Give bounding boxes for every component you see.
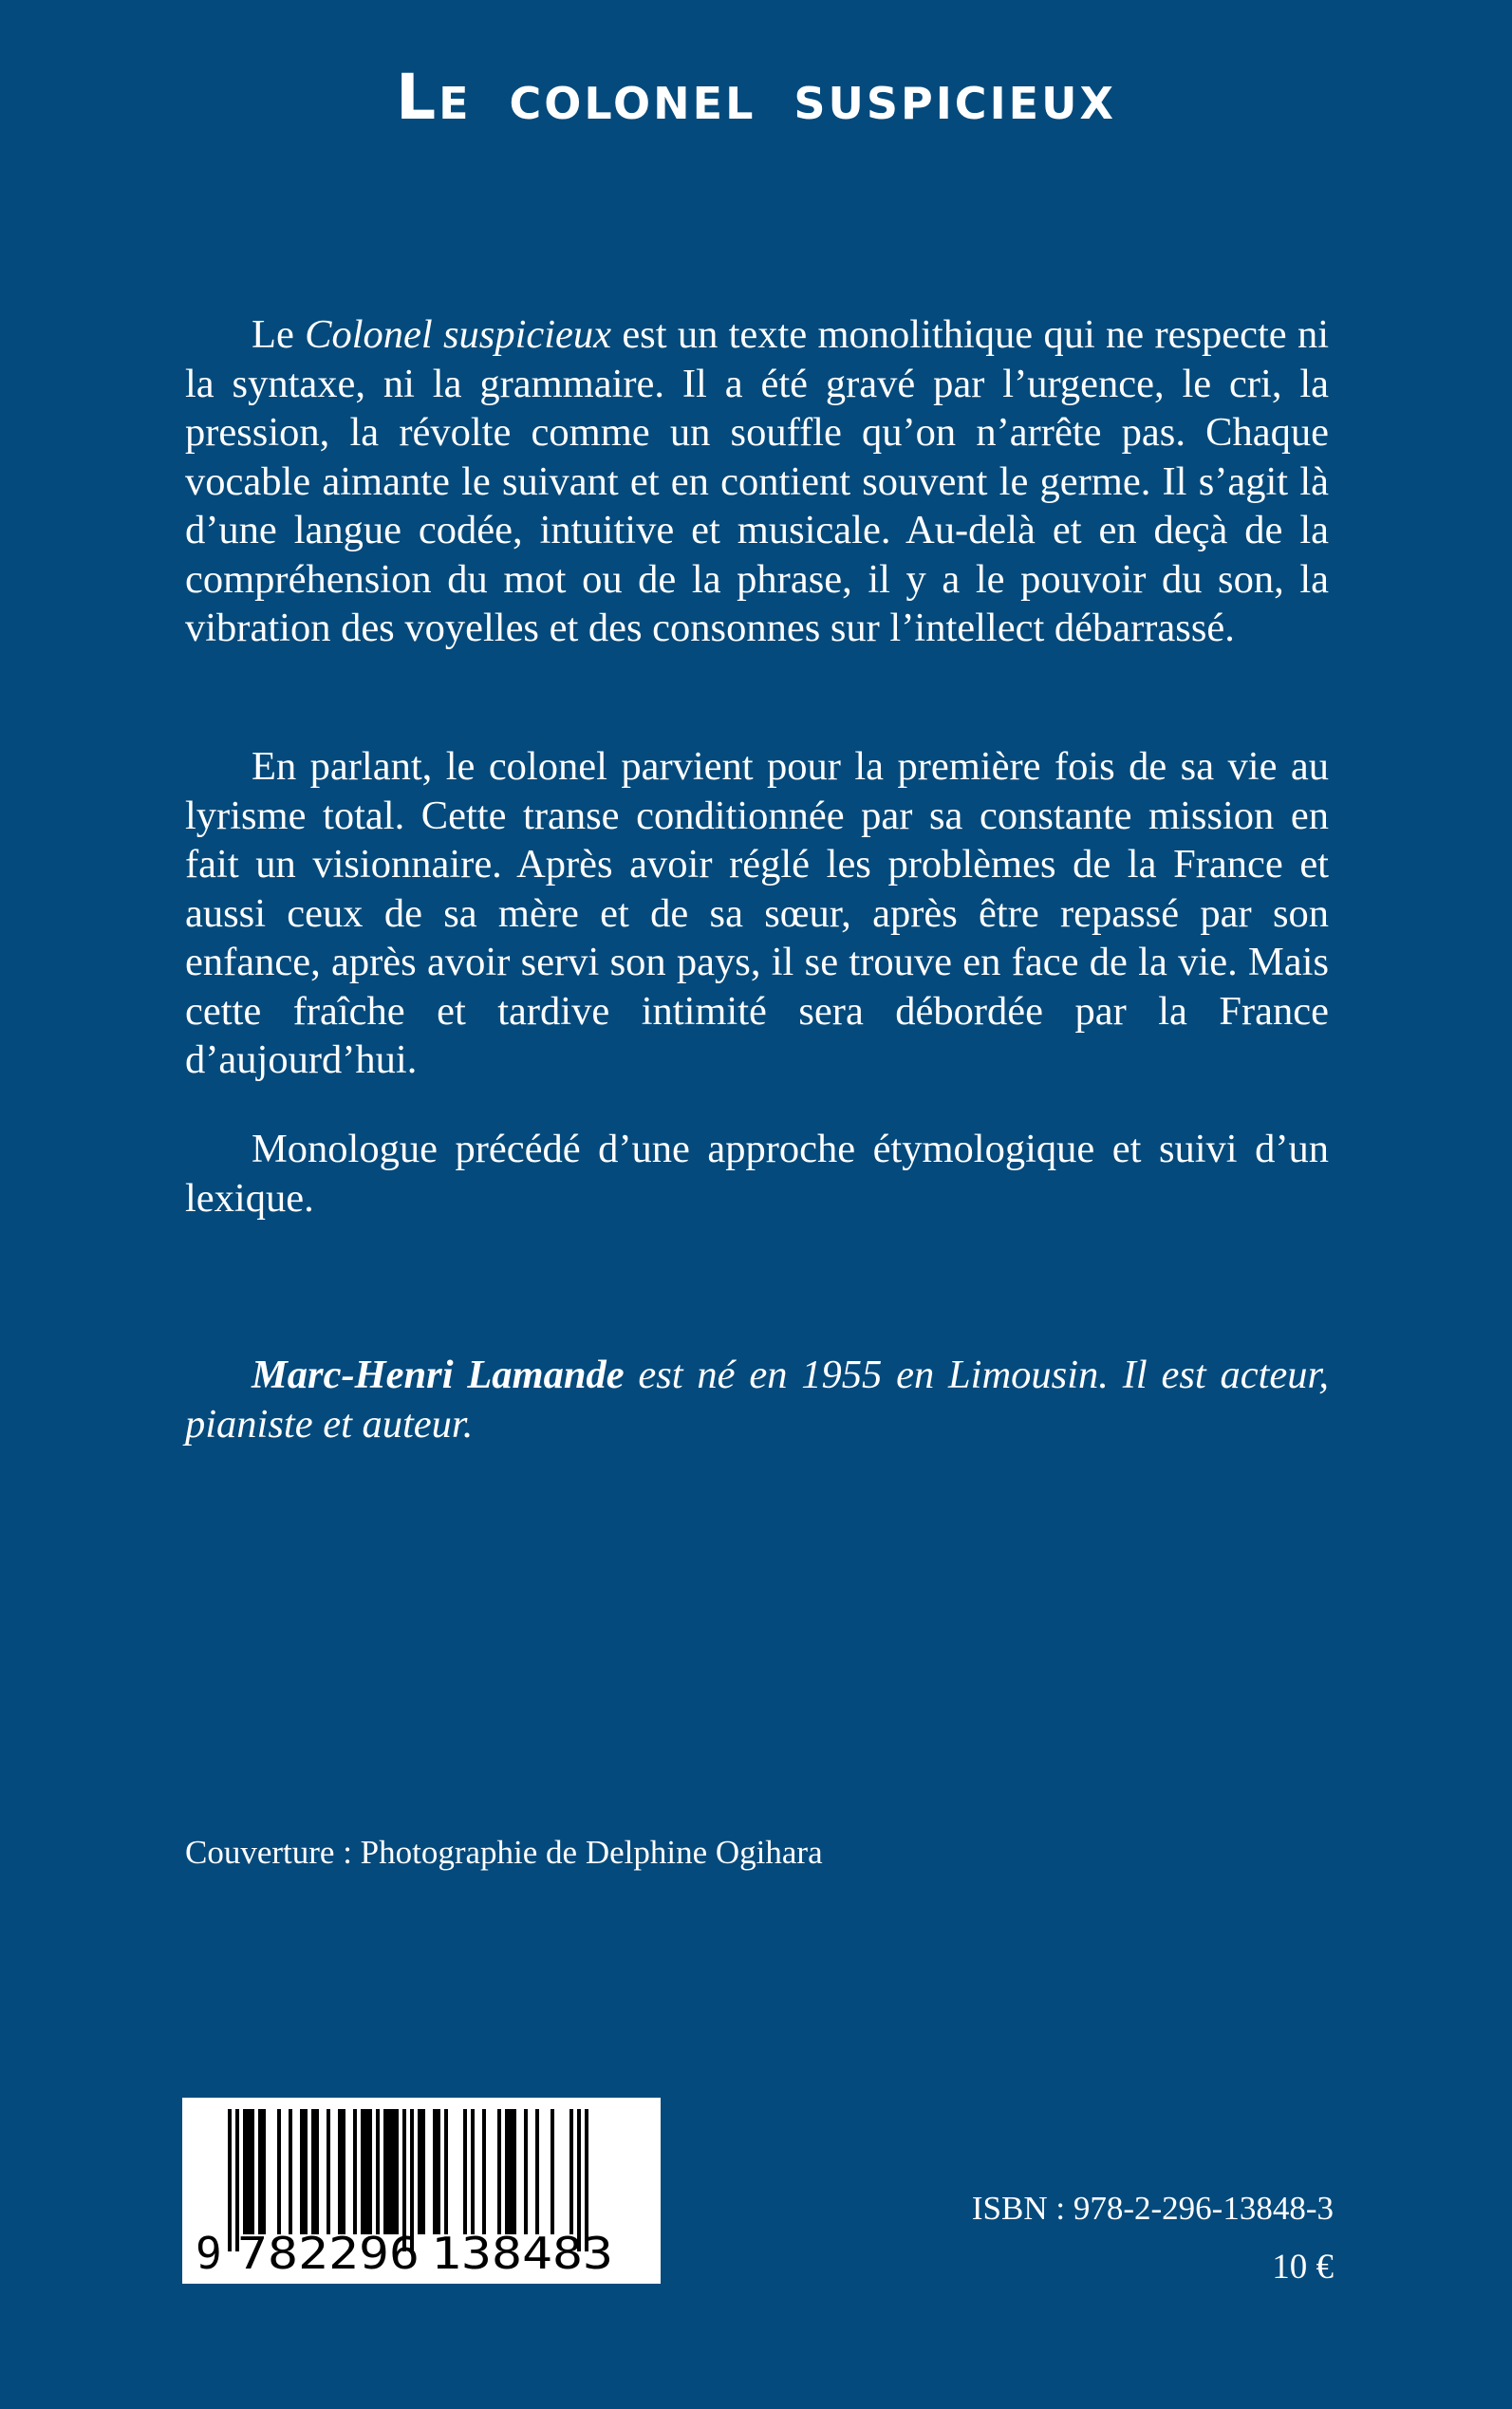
barcode-bar [395,2109,399,2234]
barcode-bar [247,2109,251,2234]
blurb-paragraph-1 [185,310,1329,653]
barcode-bar [524,2109,528,2234]
isbn: ISBN : 978-2-296-13848-3 [971,2190,1334,2227]
barcode-bar [311,2109,315,2234]
author-bio [185,1351,1329,1448]
blurb-paragraph-1-lead: Le [252,312,306,357]
barcode-bar [228,2109,232,2251]
barcode-bar [338,2109,342,2234]
barcode-bar [258,2109,262,2234]
barcode-bar [383,2109,387,2234]
barcode-bar [535,2109,539,2234]
barcode-bar [304,2109,308,2234]
barcode-bar [482,2109,486,2234]
barcode-bar [433,2109,437,2234]
barcode-bar [342,2109,345,2234]
barcode-bar [277,2109,281,2234]
blurb-paragraph-1-text: est un texte monolithique qui ne respecte ni la syntaxe, ni la grammaire. Il a été gravé par l’urgence, le cri, la pression, la révolte comme un souffle qu’on n’arrête pas. Chaque vocable aimante le suivant et en contient souvent le germe. Il s’agit là d’une langue codée, intuitive et musicale. Au-delà et en deçà de la compréhension du mot ou de la phrase, il y a le pouvoir du son, la vibration des voyelles et des consonnes sur l’intellect débarrassé. [185,312,1329,650]
barcode-bar [497,2109,501,2234]
blurb-paragraph-3 [185,1125,1329,1223]
barcode-bar [569,2109,573,2234]
barcode-first-digit: 9 [196,2228,222,2279]
barcode-bar [387,2109,391,2234]
barcode-bar [251,2109,254,2234]
blurb-paragraph-2-text: En parlant, le colonel parvient pour la première fois de sa vie au lyrisme total. Cette transe conditionnée par sa constante mission en fait un visionnaire. Après avoir réglé les problèmes de la France et aussi ceux de sa mère et de sa sœur, après être repassé par son enfance, après avoir servi son pays, il se trouve en face de la vie. Mais cette fraîche et tardive intimité sera débordée par la France d’aujourd’hui. [185,744,1329,1082]
barcode-bar [513,2109,516,2234]
barcode-bar [471,2109,475,2234]
cover-credit: Couverture : Photographie de Delphine Ogihara [185,1834,823,1871]
barcode-bar [327,2109,330,2234]
barcode-bar [361,2109,364,2234]
barcode-bar [463,2109,467,2234]
barcode-bar [437,2109,440,2234]
barcode-bar [243,2109,247,2234]
barcode-bar [421,2109,425,2234]
barcode-bar [418,2109,421,2234]
book-title: Le colonel suspicieux [396,61,1116,134]
barcode-bar [364,2109,368,2234]
barcode-bar [300,2109,304,2234]
barcode-bar [391,2109,395,2234]
barcode-bar [551,2109,554,2234]
blurb-paragraph-3-text: Monologue précédé d’une approche étymologique et suivi d’un lexique. [185,1127,1329,1221]
barcode-bar [376,2109,380,2234]
barcode-left-digits: 782296 [237,2228,420,2279]
barcode-bar [289,2109,292,2234]
barcode-graphic [182,2098,661,2284]
barcode-bar [368,2109,372,2234]
blurb-paragraph-2 [185,742,1329,1085]
blurb-title-reference: Colonel suspicieux [305,312,612,357]
price: 10 € [1272,2248,1334,2287]
author-bio-text: est né en 1955 en Limousin. Il est acteur, pianiste et auteur. [185,1353,1329,1447]
author-name: Marc-Henri Lamande [252,1353,625,1397]
barcode-bar [262,2109,266,2234]
barcode-right-digits: 138483 [431,2228,613,2279]
barcode-bar [505,2109,509,2234]
barcode-bar [509,2109,513,2234]
barcode-bar [315,2109,319,2234]
barcode [182,2098,661,2284]
barcode-bar [353,2109,357,2234]
barcode-bar [444,2109,448,2234]
